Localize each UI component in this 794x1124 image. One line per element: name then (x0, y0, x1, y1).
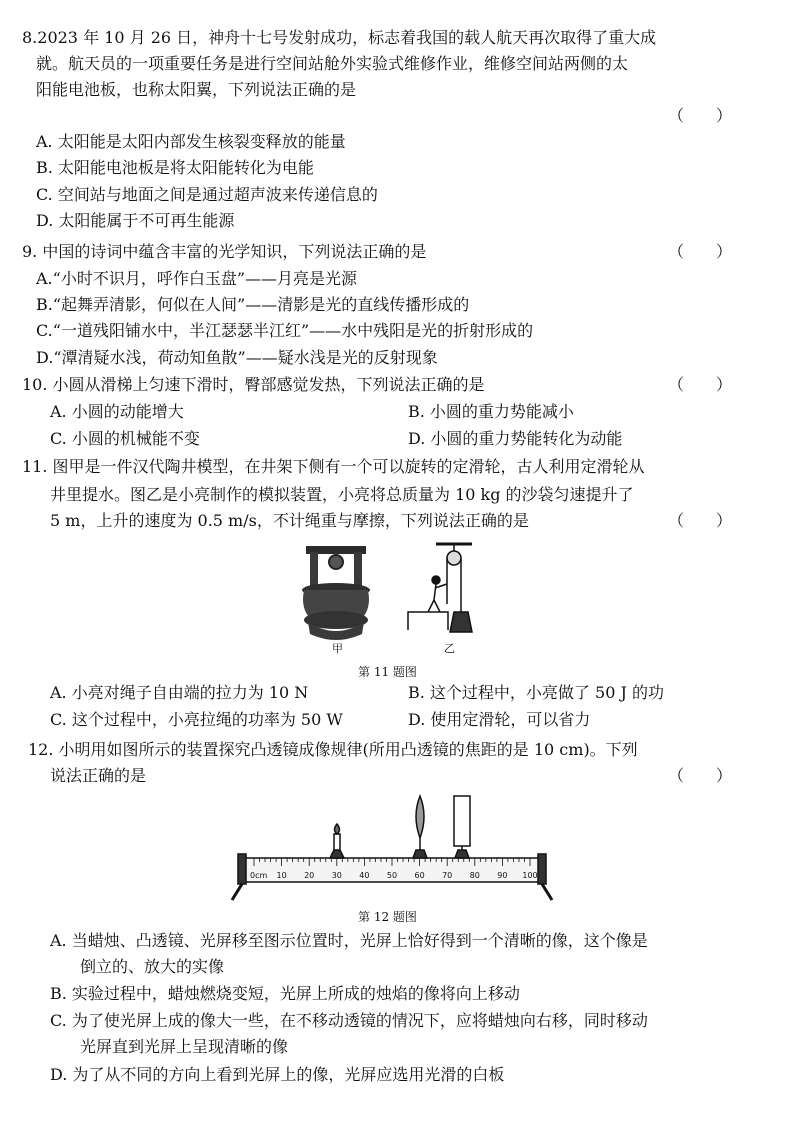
q8-stem-line-2: 就。航天员的一项重要任务是进行空间站舱外实验式维修作业，维修空间站两侧的太 (36, 54, 629, 73)
ruler-tick-label: 90 (497, 871, 508, 880)
q8-option-a: A. 太阳能是太阳内部发生核裂变释放的能量 (36, 132, 346, 151)
q11-stem-line-2: 井里提水。图乙是小亮制作的模拟装置，小亮将总质量为 10 kg 的沙袋匀速提升了 (50, 485, 634, 504)
pulley-device-model (408, 544, 472, 632)
ruler-tick-label: 80 (469, 871, 480, 880)
ruler-tick-label: 100 (522, 871, 538, 880)
ruler-tick-label: 20 (304, 871, 315, 880)
q12-option-a-line-1: A. 当蜡烛、凸透镜、光屏移至图示位置时，光屏上恰好得到一个清晰的像，这个像是 (50, 931, 648, 950)
q11-answer-paren: （ ） (668, 511, 733, 530)
q8-option-d: D. 太阳能属于不可再生能源 (36, 211, 235, 230)
q12-option-c-line-2: 光屏直到光屏上呈现清晰的像 (80, 1037, 289, 1056)
q10-option-b: B. 小圆的重力势能减小 (408, 402, 574, 421)
pottery-well-model (302, 546, 370, 640)
q11-option-b: B. 这个过程中，小亮做了 50 J 的功 (408, 683, 664, 702)
q11-option-c: C. 这个过程中，小亮拉绳的功率为 50 W (50, 710, 343, 729)
q10-option-c: C. 小圆的机械能不变 (50, 429, 200, 448)
ruler-tick-label: 30 (331, 871, 342, 880)
q11-figure-caption: 第 11 题图 (358, 665, 417, 679)
q11-stem-line-1: 11. 图甲是一件汉代陶井模型，在井架下侧有一个可以旋转的定滑轮，古人利用定滑轮从 (22, 457, 645, 476)
q10-option-d: D. 小圆的重力势能转化为动能 (408, 429, 623, 448)
convex-lens (413, 796, 427, 858)
q11-fig-label-yi: 乙 (444, 642, 455, 655)
light-screen (454, 796, 470, 858)
q8-stem-line-1: 8.2023 年 10 月 26 日，神舟十七号发射成功，标志着我国的载人航天再次取得了重大成 (22, 28, 657, 47)
q9-answer-paren: （ ） (668, 242, 733, 261)
q12-answer-paren: （ ） (668, 766, 733, 785)
q8-option-c: C. 空间站与地面之间是通过超声波来传递信息的 (36, 185, 378, 204)
q8-stem-line-3: 阳能电池板，也称太阳翼，下列说法正确的是 (36, 80, 357, 99)
q11-option-a: A. 小亮对绳子自由端的拉力为 10 N (50, 683, 309, 702)
q9-stem: 9. 中国的诗词中蕴含丰富的光学知识，下列说法正确的是 (22, 242, 427, 261)
ruler-tick-label: 10 (276, 871, 287, 880)
q10-option-a: A. 小圆的动能增大 (50, 402, 184, 421)
ruler-tick-label: 70 (442, 871, 453, 880)
q9-option-b: B.“起舞弄清影，何似在人间”——清影是光的直线传播形成的 (36, 295, 470, 314)
q9-option-a: A.“小时不识月，呼作白玉盘”——月亮是光源 (36, 269, 358, 288)
q12-option-b: B. 实验过程中，蜡烛燃烧变短，光屏上所成的烛焰的像将向上移动 (50, 984, 520, 1003)
q12-option-c-line-1: C. 为了使光屏上成的像大一些，在不移动透镜的情况下，应将蜡烛向右移，同时移动 (50, 1011, 648, 1030)
ruler-tick-label: 40 (359, 871, 370, 880)
q10-answer-paren: （ ） (668, 375, 733, 394)
q12-option-a-line-2: 倒立的、放大的实像 (80, 957, 225, 976)
ruler-tick-label: 60 (414, 871, 425, 880)
q11-fig-label-jia: 甲 (332, 642, 343, 655)
q12-figure (228, 790, 558, 906)
q11-option-d: D. 使用定滑轮，可以省力 (408, 710, 591, 729)
q8-answer-paren: （ ） (668, 106, 733, 125)
q11-figure (296, 540, 496, 656)
ruler-tick-label: 50 (386, 871, 398, 880)
q10-stem: 10. 小圆从滑梯上匀速下滑时，臀部感觉发热，下列说法正确的是 (22, 375, 485, 394)
ruler-tick-label: 0cm (250, 871, 268, 880)
q9-option-d: D.“潭清疑水浅，荷动知鱼散”——疑水浅是光的反射现象 (36, 348, 438, 367)
q12-option-d: D. 为了从不同的方向上看到光屏上的像，光屏应选用光滑的白板 (50, 1065, 505, 1084)
candle (330, 824, 344, 858)
optical-bench (232, 796, 552, 900)
q12-stem-line-2: 说法正确的是 (50, 766, 147, 785)
q12-figure-caption: 第 12 题图 (358, 910, 417, 924)
q8-option-b: B. 太阳能电池板是将太阳能转化为电能 (36, 158, 314, 177)
q11-stem-line-3: 5 m，上升的速度为 0.5 m/s，不计绳重与摩擦，下列说法正确的是 (50, 511, 529, 530)
q12-stem-line-1: 12. 小明用如图所示的装置探究凸透镜成像规律(所用凸透镜的焦距的是 10 cm)。下列 (28, 740, 638, 759)
q9-option-c: C.“一道残阳铺水中，半江瑟瑟半江红”——水中残阳是光的折射形成的 (36, 321, 534, 340)
